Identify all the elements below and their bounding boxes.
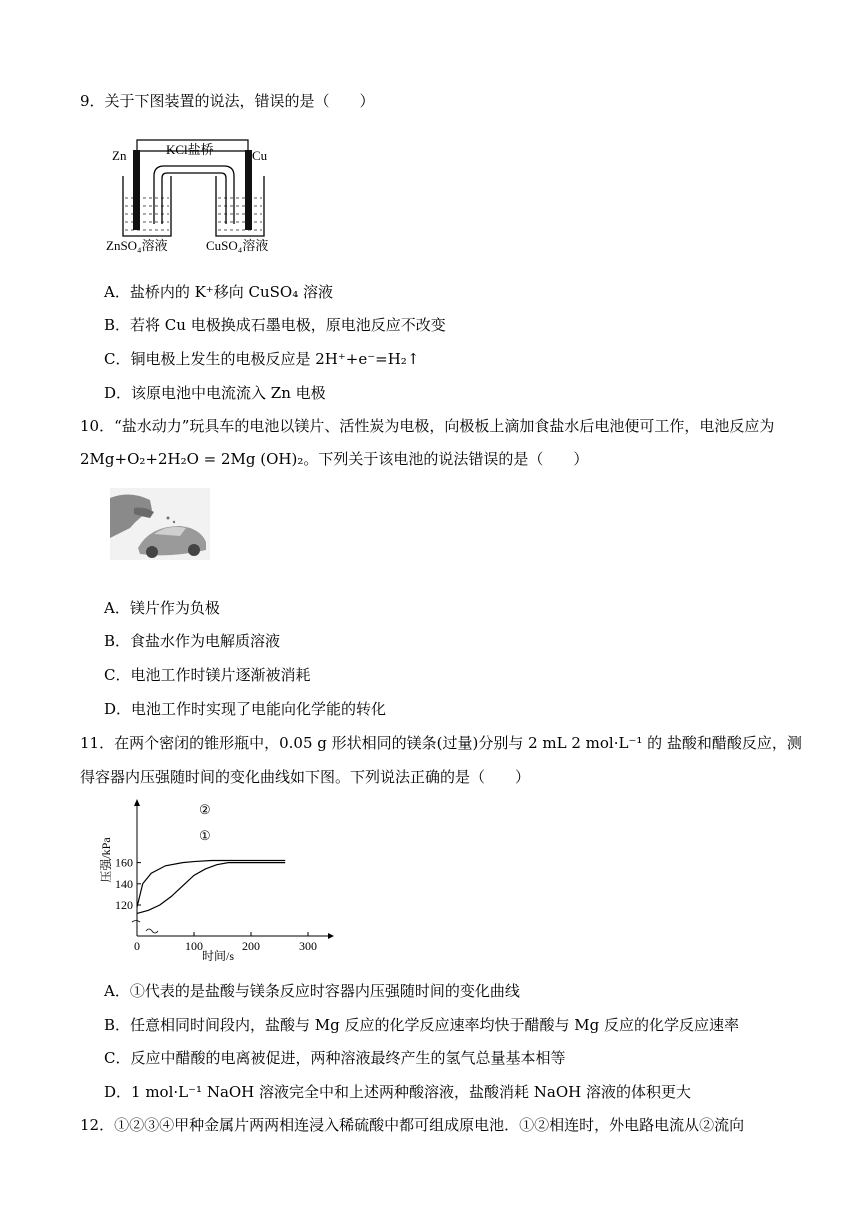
q9-option-b: B．若将 Cu 电极换成石墨电极，原电池反应不改变 xyxy=(104,316,446,334)
q10-option-a: A．镁片作为负极 xyxy=(104,599,220,617)
x-tick-label: 200 xyxy=(242,939,260,953)
q10-option-d: D．电池工作时实现了电能向化学能的转化 xyxy=(104,700,387,718)
q10-option-c: C．电池工作时镁片逐渐被消耗 xyxy=(104,666,311,684)
q10-stem-line1: 10．“盐水动力”玩具车的电池以镁片、活性炭为电极，向极板上滴加食盐水后电池便可工作，电池反应为 xyxy=(80,417,775,435)
salt-bridge-label: KCl盐桥 xyxy=(166,142,214,157)
series-label-1: ① xyxy=(199,828,211,843)
x-tick-label: 100 xyxy=(185,939,203,953)
q9-option-d: D．该原电池中电流流入 Zn 电极 xyxy=(104,384,326,402)
q12-stem: 12．①②③④甲种金属片两两相连浸入稀硫酸中都可组成原电池．①②相连时，外电路电流从②流向 xyxy=(80,1116,745,1134)
q11-option-a: A．①代表的是盐酸与镁条反应时容器内压强随时间的变化曲线 xyxy=(104,982,520,1000)
cu-label: Cu xyxy=(252,148,268,163)
q9-stem: 9．关于下图装置的说法，错误的是（ ） xyxy=(80,92,375,110)
znso4-label: ZnSO₄溶液 xyxy=(106,238,168,253)
q11-option-d: D．1 mol·L⁻¹ NaOH 溶液完全中和上述两种酸溶液，盐酸消耗 NaOH 溶液的体积更大 xyxy=(104,1083,692,1101)
y-tick-label: 160 xyxy=(115,855,133,870)
zn-label: Zn xyxy=(112,148,127,163)
y-axis-label: 压强/kPa xyxy=(99,837,113,883)
cuso4-label: CuSO₄溶液 xyxy=(206,238,269,253)
series-label-2: ② xyxy=(199,802,211,817)
x-tick-label: 0 xyxy=(134,939,140,953)
q9-option-a: A．盐桥内的 K⁺移向 CuSO₄ 溶液 xyxy=(104,283,333,301)
series-line-1 xyxy=(137,863,285,914)
y-tick-label: 140 xyxy=(115,876,133,891)
q9-cell-figure xyxy=(106,136,291,256)
q11-stem-line1: 11．在两个密闭的锥形瓶中，0.05 g 形状相同的镁条(过量)分别与 2 mL 2 mol·L⁻¹ 的 盐酸和醋酸反应，测 xyxy=(80,734,802,752)
q11-stem-line2: 得容器内压强随时间的变化曲线如下图。下列说法正确的是（ ） xyxy=(80,768,531,786)
q11-option-b: B．任意相同时间段内，盐酸与 Mg 反应的化学反应速率均快于醋酸与 Mg 反应的化学反应速率 xyxy=(104,1016,740,1034)
q10-option-b: B．食盐水作为电解质溶液 xyxy=(104,632,281,650)
q11-option-c: C．反应中醋酸的电离被促进，两种溶液最终产生的氢气总量基本相等 xyxy=(104,1049,566,1067)
q9-option-c: C．铜电极上发生的电极反应是 2H⁺+e⁻=H₂↑ xyxy=(104,350,420,368)
q11-pressure-chart xyxy=(96,798,336,966)
x-tick-label: 300 xyxy=(299,939,317,953)
x-axis-label: 时间/s xyxy=(201,949,235,963)
y-tick-label: 120 xyxy=(115,898,133,912)
q10-stem-line2: 2Mg+O₂+2H₂O = 2Mg (OH)₂。下列关于该电池的说法错误的是（ ） xyxy=(80,450,589,468)
toy-car-photo xyxy=(110,488,210,560)
